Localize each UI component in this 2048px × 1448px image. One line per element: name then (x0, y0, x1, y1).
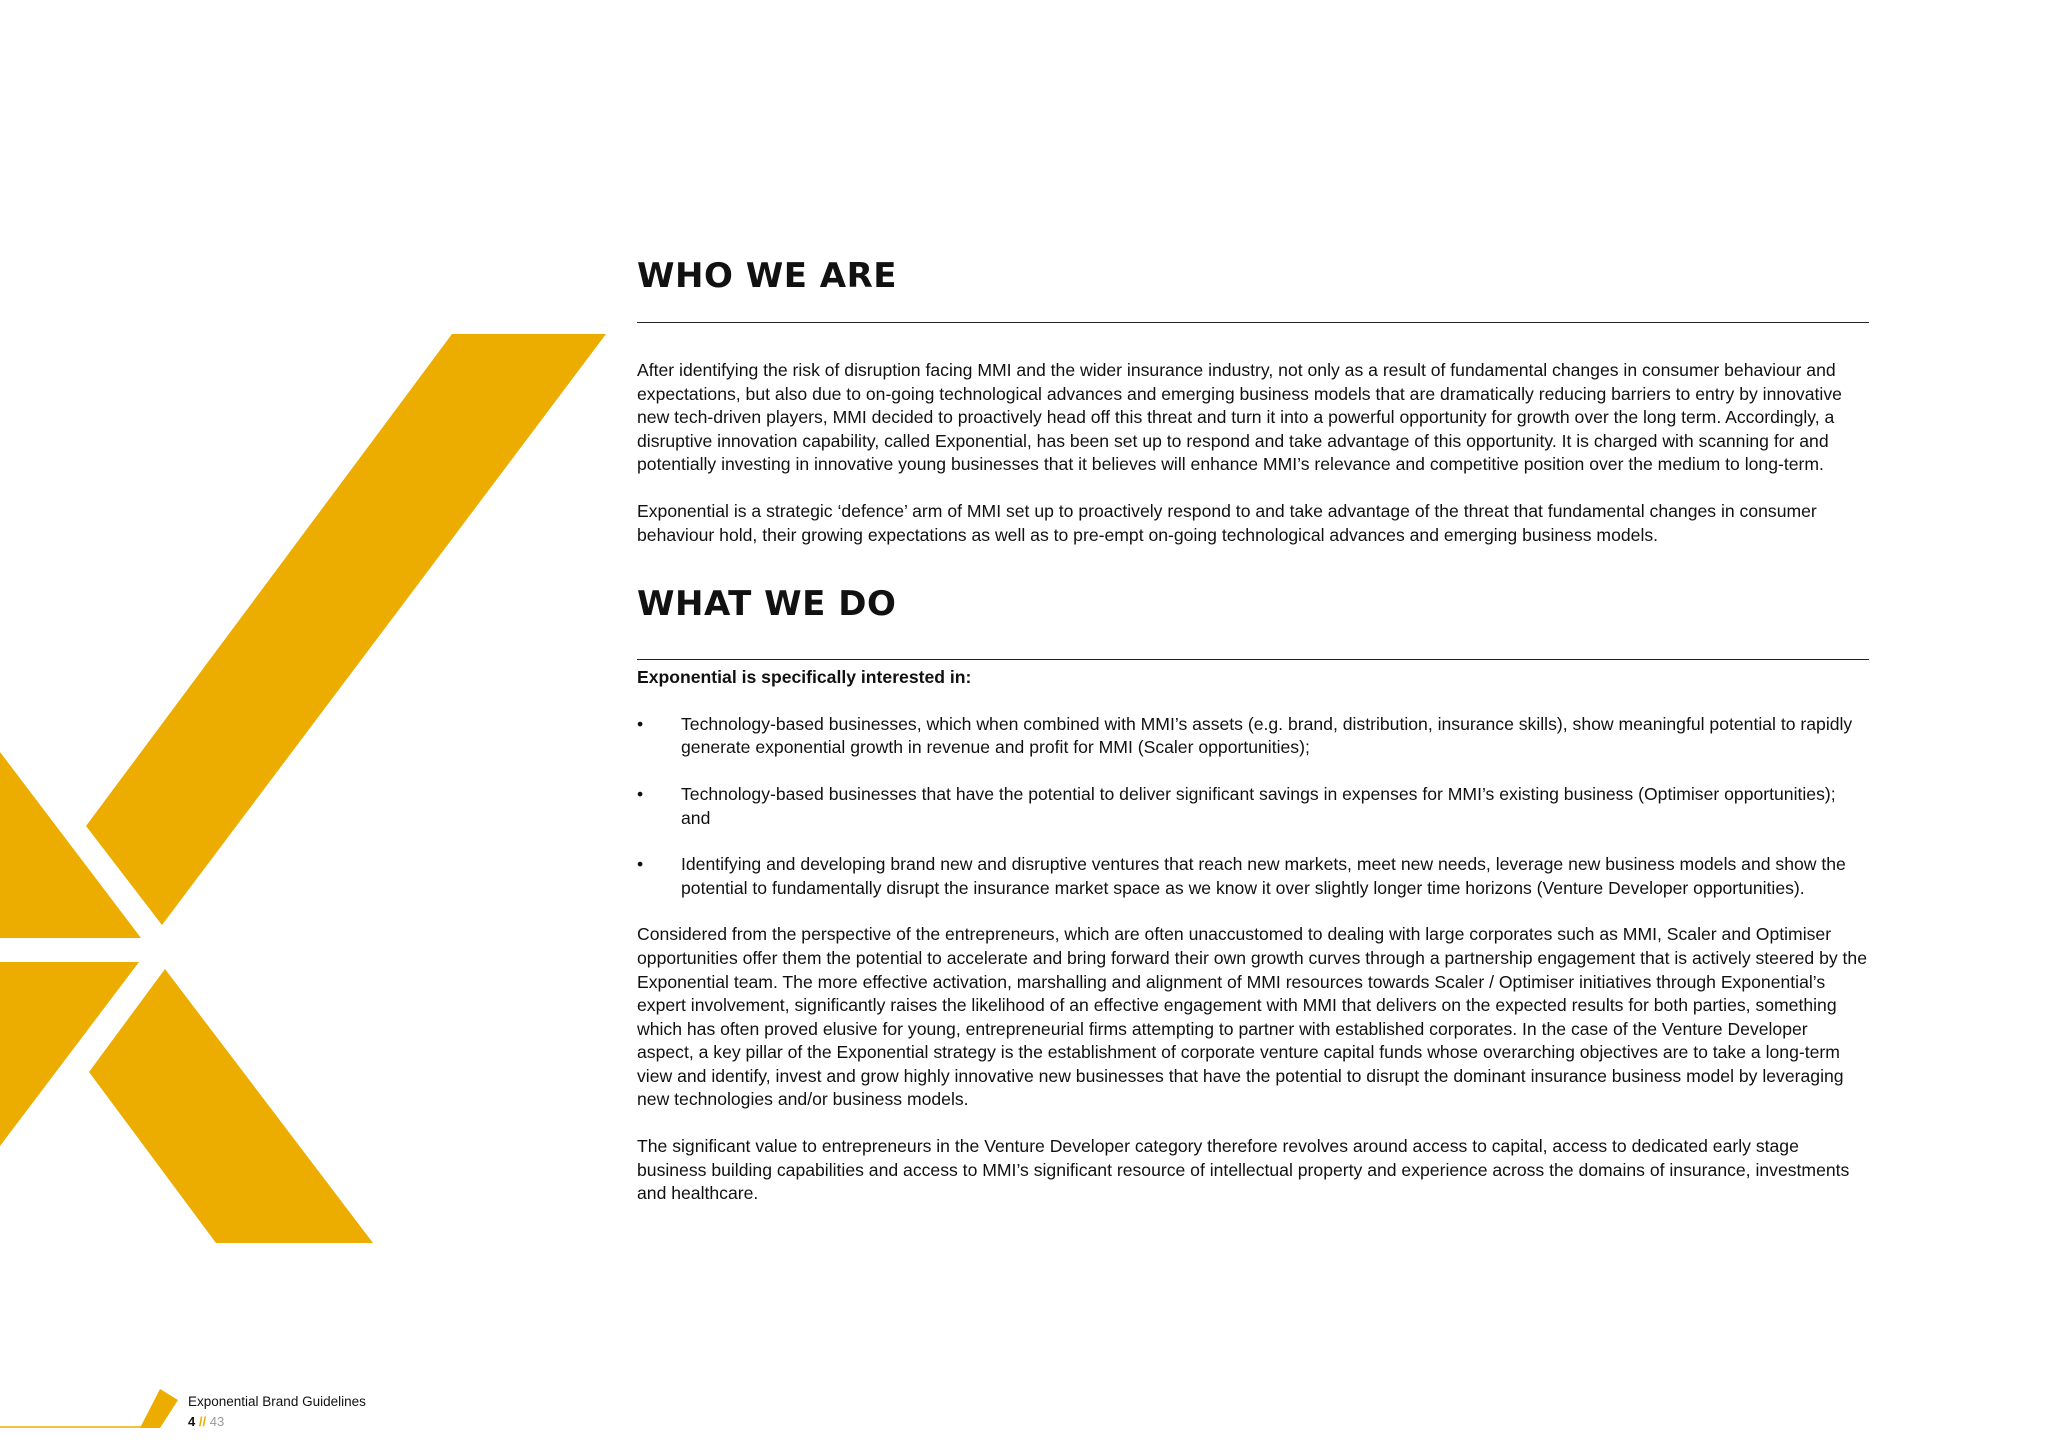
page-current: 4 (188, 1414, 196, 1429)
what-we-do-heading: WHAT WE DO (637, 584, 897, 625)
who-we-are-paragraph-2: Exponential is a strategic ‘defence’ arm of MMI set up to proactively respond to and take advantage of the threat that fundamental changes in consumer behaviour hold, their growing expectations as well as to pre-empt on-going technological advances and emerging business models. (637, 500, 1817, 545)
bullet-icon: • (637, 854, 644, 875)
list-item-text: Technology-based businesses that have the potential to deliver significant savings in expenses for MMI’s existing business (Optimiser opportunities); and (681, 783, 1836, 828)
who-we-are-heading: WHO WE ARE (637, 256, 897, 296)
what-we-do-paragraph-1: Considered from the perspective of the entrepreneurs, which are often unaccustomed to dealing with large corporates such as MMI, Scaler and Optimiser opportunities offer them the potential to accelerate and bring forward their own growth curves through a partnership engagement that is actively steered by the Exponential team. The more effective activation, marshalling and alignment of MMI resources towards Scaler / Optimiser initiatives through Exponential’s expert involvement, significantly raises the likelihood of an effective engagement with MMI that delivers on the expected results for both parties, something which has often proved elusive for young, entrepreneurial firms attempting to partner with established corporates. In the case of the Venture Developer aspect, a key pillar of the Exponential strategy is the establishment of corporate venture capital funds whose overarching objectives are to take a long-term view and identify, invest and grow highly innovative new businesses that have the potential to disrupt the dominant insurance business model by leveraging new technologies and/or business models. (637, 924, 1867, 1110)
page-number (188, 1412, 366, 1432)
list-item (637, 853, 1869, 900)
page-total: 43 (209, 1414, 225, 1429)
list-item-text: Technology-based businesses, which when combined with MMI’s assets (e.g. brand, distribution, insurance skills), show meaningful potential to rapidly generate exponential growth in revenue and profit for MMI (Scaler opportunities); (681, 713, 1853, 758)
interest-list (637, 713, 1869, 901)
page-separator: // (198, 1414, 207, 1429)
x-mark-lower-right-stroke (89, 969, 373, 1243)
what-we-do-paragraph-2: The significant value to entrepreneurs in the Venture Developer category therefore revolves around access to capital, access to dedicated early stage business building capabilities and access to MMI’s significant resource of intellectual property and experience across the domains of insurance, investments and healthcare. (637, 1136, 1850, 1204)
footer-document-title: Exponential Brand Guidelines (188, 1394, 366, 1409)
page-footer (188, 1392, 366, 1432)
list-item-text: Identifying and developing brand new and disruptive ventures that reach new markets, meet new needs, leverage new business models and show the potential to fundamentally disrupt the insurance market space as we know it over slightly longer time horizons (Venture Developer opportunities). (681, 854, 1846, 898)
footer-chevron-icon (140, 1389, 178, 1428)
main-content (637, 250, 1869, 1206)
bullet-icon: • (637, 713, 644, 734)
who-we-are-divider (637, 322, 1869, 323)
what-we-do-lead: Exponential is specifically interested in: (637, 667, 972, 688)
list-item (637, 713, 1869, 760)
list-item (637, 783, 1869, 830)
bullet-icon: • (637, 783, 644, 804)
what-we-do-divider (637, 659, 1869, 660)
who-we-are-paragraph-1: After identifying the risk of disruption facing MMI and the wider insurance industry, not only as a result of fundamental changes in consumer behaviour and expectations, but also due to on-going technological advances and emerging business models that are dramatically reducing barriers to entry by innovative new tech-driven players, MMI decided to proactively head off this threat and turn it into a powerful opportunity for growth over the long term. Accordingly, a disruptive innovation capability, called Exponential, has been set up to respond and take advantage of this opportunity. It is charged with scanning for and potentially investing in innovative young businesses that it believes will enhance MMI’s relevance and competitive position over the medium to long-term. (637, 360, 1842, 475)
x-mark-upper-right-stroke (86, 334, 606, 925)
